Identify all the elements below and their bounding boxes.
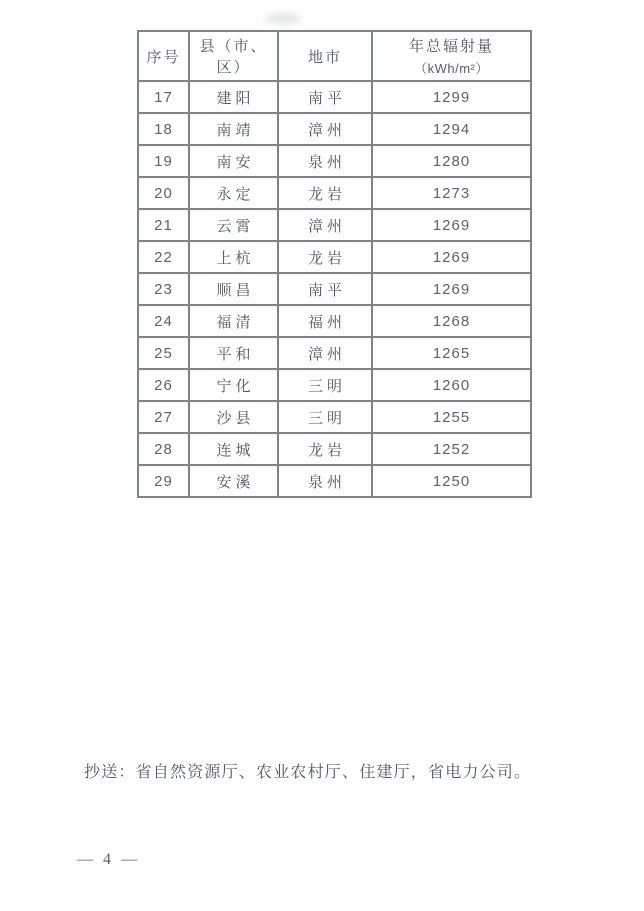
col-header-radiation xyxy=(372,31,531,81)
cell-city: 龙岩 xyxy=(278,433,372,465)
table-row xyxy=(138,145,531,177)
table-row xyxy=(138,177,531,209)
cell-county: 安溪 xyxy=(189,465,278,497)
cell-radiation: 1269 xyxy=(372,273,531,305)
cell-serial: 17 xyxy=(138,81,189,113)
col-header-radiation-title: 年总辐射量 xyxy=(408,39,494,55)
table-row xyxy=(138,401,531,433)
cell-county: 南靖 xyxy=(189,113,278,145)
cell-county: 福清 xyxy=(189,305,278,337)
table-row xyxy=(138,81,531,113)
cell-serial: 28 xyxy=(138,433,189,465)
cell-county: 上杭 xyxy=(189,241,278,273)
cell-serial: 18 xyxy=(138,113,189,145)
cell-serial: 25 xyxy=(138,337,189,369)
cell-county: 云霄 xyxy=(189,209,278,241)
cell-city: 泉州 xyxy=(278,465,372,497)
scan-artifact xyxy=(266,13,300,24)
cell-radiation: 1255 xyxy=(372,401,531,433)
cell-county: 沙县 xyxy=(189,401,278,433)
cell-county: 宁化 xyxy=(189,369,278,401)
cell-city: 福州 xyxy=(278,305,372,337)
cell-city: 漳州 xyxy=(278,209,372,241)
cell-serial: 22 xyxy=(138,241,189,273)
cell-radiation: 1269 xyxy=(372,209,531,241)
cell-city: 南平 xyxy=(278,81,372,113)
cell-serial: 29 xyxy=(138,465,189,497)
table-row xyxy=(138,465,531,497)
cell-city: 漳州 xyxy=(278,113,372,145)
col-header-radiation-unit: （kWh/m²） xyxy=(414,61,489,76)
cell-radiation: 1265 xyxy=(372,337,531,369)
cell-county: 连城 xyxy=(189,433,278,465)
table-row xyxy=(138,305,531,337)
cell-city: 三明 xyxy=(278,369,372,401)
annual-radiation-table xyxy=(137,30,532,498)
cell-county: 顺昌 xyxy=(189,273,278,305)
page-number: — 4 — xyxy=(77,851,140,868)
table-header-row xyxy=(138,31,531,81)
cell-city: 龙岩 xyxy=(278,241,372,273)
cc-note: 抄送：省自然资源厅、农业农村厅、住建厅，省电力公司。 xyxy=(84,764,532,781)
cell-county: 建阳 xyxy=(189,81,278,113)
table-row xyxy=(138,241,531,273)
table-body xyxy=(138,81,531,497)
col-header-serial: 序号 xyxy=(138,31,189,81)
cell-radiation: 1294 xyxy=(372,113,531,145)
cell-serial: 26 xyxy=(138,369,189,401)
cell-serial: 19 xyxy=(138,145,189,177)
table-row xyxy=(138,337,531,369)
cell-radiation: 1299 xyxy=(372,81,531,113)
cell-city: 泉州 xyxy=(278,145,372,177)
table-header xyxy=(138,31,531,81)
col-header-city: 地市 xyxy=(278,31,372,81)
cell-city: 龙岩 xyxy=(278,177,372,209)
cell-radiation: 1280 xyxy=(372,145,531,177)
cell-serial: 27 xyxy=(138,401,189,433)
table-row xyxy=(138,209,531,241)
cell-radiation: 1250 xyxy=(372,465,531,497)
table-row xyxy=(138,113,531,145)
cell-radiation: 1260 xyxy=(372,369,531,401)
cell-serial: 20 xyxy=(138,177,189,209)
cell-radiation: 1269 xyxy=(372,241,531,273)
cell-county: 南安 xyxy=(189,145,278,177)
table-row xyxy=(138,369,531,401)
cell-serial: 24 xyxy=(138,305,189,337)
cell-radiation: 1252 xyxy=(372,433,531,465)
cell-radiation: 1268 xyxy=(372,305,531,337)
cell-serial: 21 xyxy=(138,209,189,241)
cell-city: 三明 xyxy=(278,401,372,433)
cell-county: 永定 xyxy=(189,177,278,209)
table-row xyxy=(138,273,531,305)
cell-serial: 23 xyxy=(138,273,189,305)
cell-radiation: 1273 xyxy=(372,177,531,209)
cell-county: 平和 xyxy=(189,337,278,369)
cell-city: 南平 xyxy=(278,273,372,305)
col-header-county: 县（市、区） xyxy=(189,31,278,81)
table-row xyxy=(138,433,531,465)
cell-city: 漳州 xyxy=(278,337,372,369)
